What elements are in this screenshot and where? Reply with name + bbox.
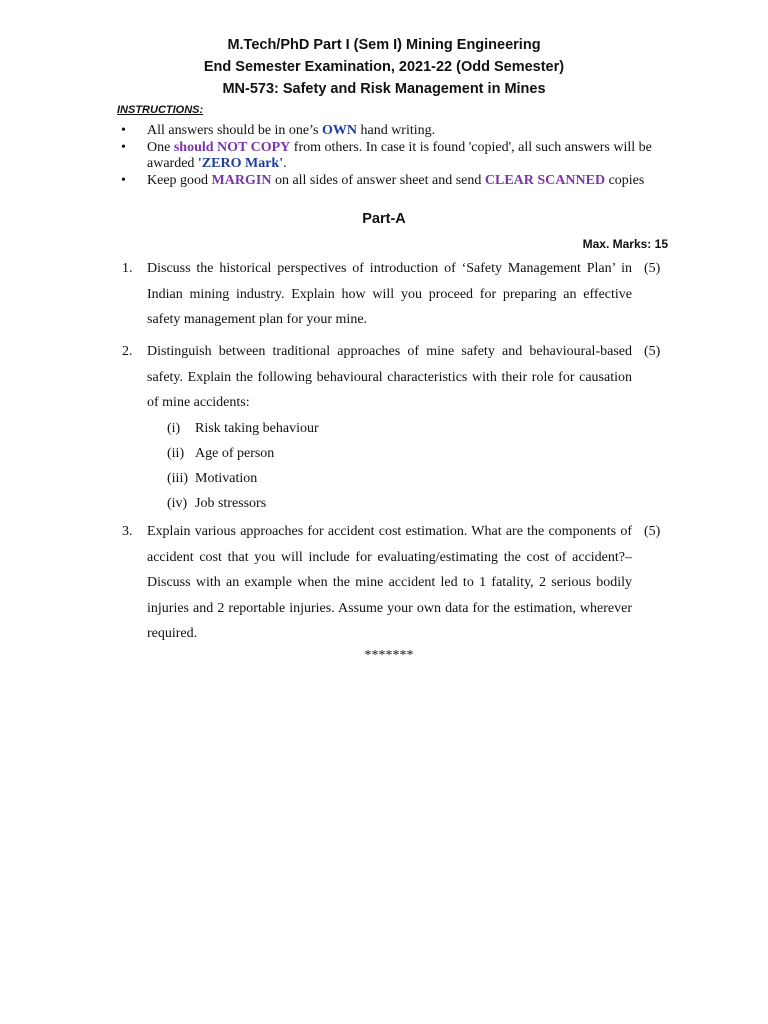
question-number: 1. bbox=[122, 261, 133, 276]
instruction-item bbox=[117, 173, 677, 190]
sub-question bbox=[147, 491, 632, 516]
bullet-icon: • bbox=[121, 123, 126, 138]
sub-question-list bbox=[147, 416, 632, 517]
question-text: Distinguish between traditional approaches of mine safety and behavioural-based safety. Explain the following behavioural characteristics with their role for causation of mine accidents: bbox=[147, 344, 632, 410]
end-marker: ******* bbox=[364, 648, 414, 663]
sub-question-number: (iii) bbox=[167, 470, 188, 486]
instruction-emphasis: CLEAR SCANNED bbox=[484, 172, 606, 188]
sub-question-text: Job stressors bbox=[195, 496, 267, 512]
question-marks: (5) bbox=[644, 524, 661, 539]
question-text: Discuss the historical perspectives of introduction of ‘Safety Management Plan’ in Indian mining industry. Explain how will you proceed for preparing an effective safety management plan for your mine. bbox=[147, 261, 632, 327]
instruction-emphasis: MARGIN bbox=[211, 172, 272, 188]
question-number: 3. bbox=[122, 524, 133, 539]
sub-question-number: (ii) bbox=[167, 445, 185, 461]
bullet-icon: • bbox=[121, 139, 126, 155]
instruction-text: All answers should be in one’s bbox=[147, 123, 322, 138]
exam-header bbox=[0, 34, 768, 100]
instruction-emphasis: OWN bbox=[321, 123, 357, 138]
sub-question bbox=[147, 441, 632, 466]
instruction-text: from others. In case it is found 'copied', all such answers will be awarded bbox=[147, 139, 652, 171]
header-exam: End Semester Examination, 2021-22 (Odd Semester) bbox=[203, 59, 565, 75]
instruction-text: Keep good bbox=[147, 172, 212, 188]
part-title: Part-A bbox=[362, 211, 406, 227]
max-marks: Max. Marks: 15 bbox=[582, 237, 668, 251]
question-marks: (5) bbox=[644, 344, 661, 359]
instruction-text: . bbox=[283, 156, 287, 171]
header-course: MN-573: Safety and Risk Management in Mines bbox=[222, 81, 546, 97]
instructions-title: INSTRUCTIONS: bbox=[117, 104, 204, 116]
instruction-emphasis: 'ZERO Mark' bbox=[197, 156, 284, 171]
sub-question bbox=[147, 466, 632, 491]
instruction-text: on all sides of answer sheet and send bbox=[271, 172, 485, 188]
sub-question bbox=[147, 416, 632, 441]
question-marks: (5) bbox=[644, 261, 661, 276]
question-text-block bbox=[147, 339, 632, 516]
instruction-item bbox=[117, 140, 677, 173]
sub-question-text: Risk taking behaviour bbox=[195, 420, 319, 436]
bullet-icon: • bbox=[121, 172, 126, 188]
sub-question-text: Motivation bbox=[195, 470, 258, 486]
instruction-text: copies bbox=[605, 172, 645, 188]
sub-question-number: (i) bbox=[167, 420, 181, 436]
instruction-text: One bbox=[147, 139, 174, 155]
sub-question-text: Age of person bbox=[195, 445, 275, 461]
instruction-emphasis: should NOT COPY bbox=[173, 139, 291, 155]
question-number: 2. bbox=[122, 344, 133, 359]
question-text: Explain various approaches for accident cost estimation. What are the components of accident cost that you will include for evaluating/estimating the cost of accident?– Discuss with an example when the mine accident led to 1 fatality, 2 serious bodily injuries and 2 reportable injuries. Assume your own data for the estimation, wherever required. bbox=[147, 524, 632, 641]
instruction-item bbox=[117, 123, 677, 140]
header-programme: M.Tech/PhD Part I (Sem I) Mining Engineering bbox=[227, 37, 541, 53]
sub-question-number: (iv) bbox=[167, 496, 188, 512]
instructions-list bbox=[117, 123, 677, 189]
instruction-text: hand writing. bbox=[356, 123, 436, 138]
